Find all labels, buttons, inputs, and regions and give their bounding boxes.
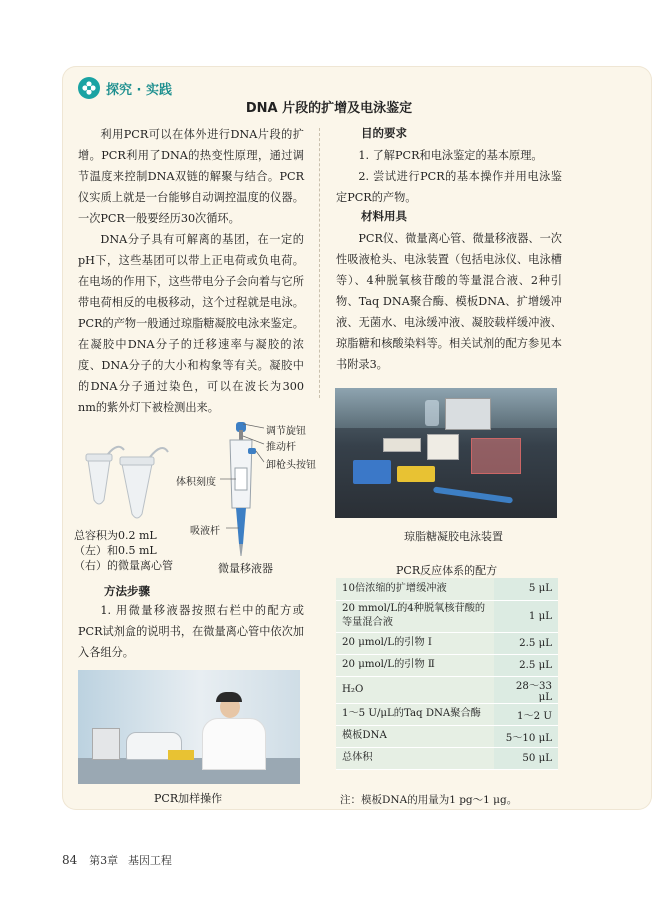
materials-heading: 材料用具 — [361, 209, 407, 223]
materials-text — [336, 228, 562, 375]
reagent-bottle — [425, 400, 439, 426]
tip-box-blue — [353, 460, 391, 484]
intro-text — [78, 124, 304, 418]
recipe-row — [336, 654, 558, 676]
recipe-item: 模板DNA — [336, 725, 494, 747]
pipette-tip — [239, 544, 243, 556]
recipe-amount: 2.5 μL — [494, 654, 558, 676]
page-footer — [62, 852, 172, 868]
method-steps — [78, 600, 304, 663]
electrophoresis-caption: 琼脂糖凝胶电泳装置 — [404, 530, 503, 543]
recipe-item: 20 μmol/L的引物 Ⅱ — [336, 654, 494, 676]
chapter-number: 第3章 — [89, 854, 119, 867]
recipe-row — [336, 632, 558, 654]
page-title: DNA 片段的扩增及电泳鉴定 — [245, 101, 413, 116]
pipette-caption: 微量移液器 — [218, 562, 273, 575]
plunger-rod — [239, 430, 243, 440]
recipe-row — [336, 725, 558, 747]
pcr-photo — [78, 670, 300, 784]
suction-rod — [236, 508, 246, 544]
tube-rack — [168, 750, 194, 760]
recipe-amount: 2.5 μL — [494, 632, 558, 654]
centrifuge-tubes-illustration — [80, 438, 172, 524]
recipe-row — [336, 703, 558, 725]
tip-box-yellow — [397, 466, 435, 482]
pcr-photo-caption: PCR加样操作 — [154, 792, 223, 805]
column-divider — [319, 128, 320, 398]
volume-window — [235, 468, 247, 490]
recipe-table — [336, 578, 558, 770]
recipe-amount: 28～33 μL — [494, 676, 558, 703]
label-eject-button: 卸枪头按钮 — [266, 460, 316, 471]
label-adjust-knob: 调节旋钮 — [266, 426, 306, 437]
chapter-title: 基因工程 — [127, 854, 172, 867]
intro-paragraph-1: 利用PCR可以在体外进行DNA片段的扩增。PCR利用了DNA的热变性原理，通过调节温度来控制DNA双链的解聚与结合。PCR仪实质上就是一台能够自动调控温度的仪器。一次PCR一般要经历30次循环。 — [78, 128, 304, 225]
goal-heading: 目的要求 — [361, 126, 407, 140]
pipette-rack — [92, 728, 120, 760]
goal-item-2: 2. 尝试进行PCR的基本操作并用电泳鉴定PCR的产物。 — [336, 170, 562, 204]
small-tube — [86, 447, 124, 504]
recipe-item: H₂O — [336, 676, 494, 703]
recipe-amount: 1 μL — [494, 600, 558, 632]
label-plunger: 推动杆 — [266, 442, 296, 453]
recipe-item: 10倍浓缩的扩增缓冲液 — [336, 578, 494, 600]
eject-button — [248, 448, 256, 454]
goal-list — [336, 145, 562, 208]
recipe-amount: 1～2 U — [494, 703, 558, 725]
recipe-row — [336, 600, 558, 632]
method-heading: 方法步骤 — [104, 584, 150, 598]
goal-item-1: 1. 了解PCR和电泳鉴定的基本原理。 — [358, 149, 543, 162]
intro-paragraph-2: DNA分子具有可解离的基团，在一定的pH下，这些基团可以带上正电荷或负电荷。在电场的作用下，这些带电分子会向着与它所带电荷相反的电极移动，这个过程就是电泳。PCR的产物一般通过琼脂糖凝胶电泳来鉴定。在凝胶中DNA分子的迁移速率与凝胶的浓度、DNA分子的大小和构象等有关。凝胶中的DNA分子通过染色，可以在波长为300 nm的紫外灯下被检测出来。 — [78, 233, 304, 414]
recipe-row — [336, 676, 558, 703]
tubes-caption: 总容积为0.2 mL（左）和0.5 mL（右）的微量离心管 — [74, 529, 173, 572]
electrophoresis-tank — [471, 438, 521, 474]
recipe-title: PCR反应体系的配方 — [396, 564, 498, 577]
electrophoresis-photo — [335, 388, 557, 518]
recipe-amount: 5～10 μL — [494, 725, 558, 747]
recipe-item: 20 mmol/L的4种脱氧核苷酸的等量混合液 — [336, 600, 494, 632]
gel-tray — [383, 438, 421, 452]
recipe-amount: 50 μL — [494, 747, 558, 769]
page-number: 84 — [62, 853, 78, 867]
pipette-in-photo — [433, 486, 513, 503]
recipe-item: 20 μmol/L的引物 Ⅰ — [336, 632, 494, 654]
gel-caster — [427, 434, 459, 460]
label-suction-rod: 吸液杆 — [190, 526, 220, 537]
recipe-item: 总体积 — [336, 747, 494, 769]
materials-paragraph: PCR仪、微量离心管、微量移液器、一次性吸液枪头、电泳装置（包括电泳仪、电泳槽等）、4种脱氧核苷酸的等量混合液、2种引物、Taq DNA聚合酶、模板DNA、扩增缓冲液、无菌水、电泳缓冲液、凝胶载样缓冲液、琼脂糖和核酸染料等。相关试剂的配方参见本书附录3。 — [336, 232, 562, 371]
label-volume-scale: 体积刻度 — [176, 477, 216, 488]
operator-coat — [202, 718, 266, 770]
large-tube — [120, 448, 168, 518]
method-step-1: 1. 用微量移液器按照右栏中的配方或PCR试剂盒的说明书，在微量离心管中依次加入各组分。 — [78, 604, 304, 659]
activity-tag — [78, 77, 172, 99]
recipe-note: 注：模板DNA的用量为1 pg～1 μg。 — [340, 794, 518, 806]
tag-label: 探究 · 实践 — [106, 82, 172, 98]
power-supply — [445, 398, 491, 430]
recipe-row — [336, 578, 558, 600]
recipe-amount: 5 μL — [494, 578, 558, 600]
micropipette-illustration — [212, 420, 272, 560]
flower-icon — [78, 77, 100, 99]
recipe-item: 1～5 U/μL的Taq DNA聚合酶 — [336, 703, 494, 725]
recipe-row — [336, 747, 558, 769]
